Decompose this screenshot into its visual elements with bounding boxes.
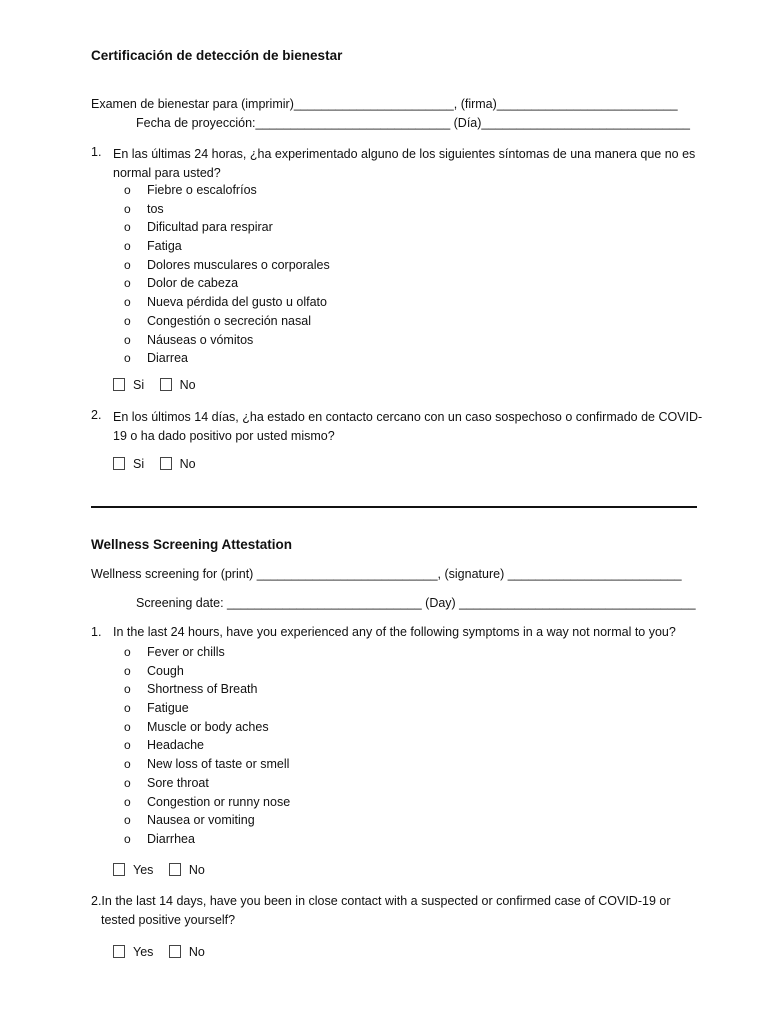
bullet-marker: o xyxy=(124,775,131,790)
english-q1-yes-checkbox[interactable] xyxy=(113,863,125,876)
symptom-label: Nueva pérdida del gusto u olfato xyxy=(147,295,327,310)
bullet-marker: o xyxy=(124,220,131,235)
list-item xyxy=(124,237,330,256)
bullet-marker: o xyxy=(124,794,131,809)
symptom-label: Diarrea xyxy=(147,351,188,366)
symptom-label: Sore throat xyxy=(147,775,209,790)
bullet-marker: o xyxy=(124,201,131,216)
english-q1-answer xyxy=(113,863,217,877)
symptom-label: Fatiga xyxy=(147,239,182,254)
symptom-label: Headache xyxy=(147,738,204,753)
list-item xyxy=(124,312,330,331)
spanish-form-title: Certificación de detección de bienestar xyxy=(91,48,343,63)
spanish-symptom-list xyxy=(124,181,330,368)
spanish-q2-text: En los últimos 14 días, ¿ha estado en contacto cercano con un caso sospechoso o confirmado de COVID-19 o ha dado positivo por usted mismo? xyxy=(113,410,703,443)
list-item xyxy=(124,755,290,774)
english-q2-yes-checkbox[interactable] xyxy=(113,945,125,958)
list-item xyxy=(124,699,290,718)
spanish-q1-answer xyxy=(113,378,208,392)
english-q2-text xyxy=(91,892,691,930)
spanish-q1-text: En las últimas 24 horas, ¿ha experimentado alguno de los siguientes síntomas de una manera que no es normal para usted? xyxy=(113,147,696,180)
bullet-marker: o xyxy=(124,257,131,272)
english-date-day-line[interactable]: Screening date: ____________________________ (Day) __________________________________ xyxy=(136,596,696,610)
symptom-label: Shortness of Breath xyxy=(147,682,258,697)
english-name-signature-line[interactable]: Wellness screening for (print) __________________________, (signature) _________________________ xyxy=(91,567,682,581)
yes-label: Si xyxy=(133,457,145,471)
section-divider xyxy=(91,506,697,508)
bullet-marker: o xyxy=(124,332,131,347)
no-label: No xyxy=(188,863,205,877)
yes-label: Yes xyxy=(133,945,154,959)
bullet-marker: o xyxy=(124,276,131,291)
english-q2-answer xyxy=(113,945,217,959)
symptom-label: Cough xyxy=(147,663,184,678)
spanish-q1-no-checkbox[interactable] xyxy=(160,378,172,391)
symptom-label: New loss of taste or smell xyxy=(147,757,290,772)
symptom-label: Congestión o secreción nasal xyxy=(147,313,311,328)
list-item xyxy=(124,774,290,793)
symptom-label: Fatigue xyxy=(147,701,189,716)
bullet-marker: o xyxy=(124,813,131,828)
spanish-q2-no-checkbox[interactable] xyxy=(160,457,172,470)
symptom-label: Fiebre o escalofríos xyxy=(147,183,257,197)
no-label: No xyxy=(179,378,196,392)
spanish-q2-number: 2. xyxy=(91,408,102,422)
yes-label: Si xyxy=(133,378,145,392)
bullet-marker: o xyxy=(124,645,131,659)
symptom-label: Nausea or vomiting xyxy=(147,813,255,828)
english-q2-text-content: 2.In the last 14 days, have you been in close contact with a suspected or confirmed case of COVID-19 or tested positive yourself? xyxy=(91,894,671,927)
bullet-marker: o xyxy=(124,831,131,846)
bullet-marker: o xyxy=(124,682,131,697)
spanish-q1-number: 1. xyxy=(91,145,102,159)
list-item xyxy=(124,349,330,368)
bullet-marker: o xyxy=(124,313,131,328)
symptom-label: Dolores musculares o corporales xyxy=(147,257,330,272)
english-form-title: Wellness Screening Attestation xyxy=(91,537,293,552)
list-item xyxy=(124,218,330,237)
spanish-q1-yes-checkbox[interactable] xyxy=(113,378,125,391)
no-label: No xyxy=(188,945,205,959)
list-item xyxy=(124,293,330,312)
bullet-marker: o xyxy=(124,663,131,678)
list-item xyxy=(124,256,330,275)
english-q1-text: In the last 24 hours, have you experienced any of the following symptoms in a way not normal to you? xyxy=(113,625,676,639)
symptom-label: Diarrhea xyxy=(147,831,195,846)
list-item xyxy=(124,331,330,350)
symptom-label: Dificultad para respirar xyxy=(147,220,273,235)
no-label: No xyxy=(179,457,196,471)
symptom-label: tos xyxy=(147,201,164,216)
list-item xyxy=(124,680,290,699)
bullet-marker: o xyxy=(124,757,131,772)
english-q1-number: 1. xyxy=(91,625,102,639)
bullet-marker: o xyxy=(124,239,131,254)
symptom-label: Congestion or runny nose xyxy=(147,794,291,809)
english-q2-no-checkbox[interactable] xyxy=(169,945,181,958)
symptom-label: Muscle or body aches xyxy=(147,719,269,734)
list-item xyxy=(124,793,290,812)
list-item xyxy=(124,662,290,681)
list-item xyxy=(124,643,290,662)
spanish-q2-yes-checkbox[interactable] xyxy=(113,457,125,470)
list-item xyxy=(124,736,290,755)
symptom-label: Dolor de cabeza xyxy=(147,276,239,291)
spanish-date-day-line[interactable]: Fecha de proyección:____________________________ (Día)______________________________ xyxy=(136,116,690,130)
symptom-label: Fever or chills xyxy=(147,645,225,659)
list-item xyxy=(124,830,290,849)
bullet-marker: o xyxy=(124,701,131,716)
yes-label: Yes xyxy=(133,863,154,877)
symptom-label: Náuseas o vómitos xyxy=(147,332,254,347)
english-symptom-list xyxy=(124,643,290,849)
bullet-marker: o xyxy=(124,295,131,310)
bullet-marker: o xyxy=(124,183,131,197)
bullet-marker: o xyxy=(124,351,131,366)
english-q1-no-checkbox[interactable] xyxy=(169,863,181,876)
list-item xyxy=(124,274,330,293)
list-item xyxy=(124,811,290,830)
spanish-q2-answer xyxy=(113,457,208,471)
bullet-marker: o xyxy=(124,738,131,753)
list-item xyxy=(124,718,290,737)
spanish-name-signature-line[interactable]: Examen de bienestar para (imprimir)_______________________, (firma)__________________________ xyxy=(91,97,678,111)
bullet-marker: o xyxy=(124,719,131,734)
list-item xyxy=(124,200,330,219)
list-item xyxy=(124,181,330,200)
